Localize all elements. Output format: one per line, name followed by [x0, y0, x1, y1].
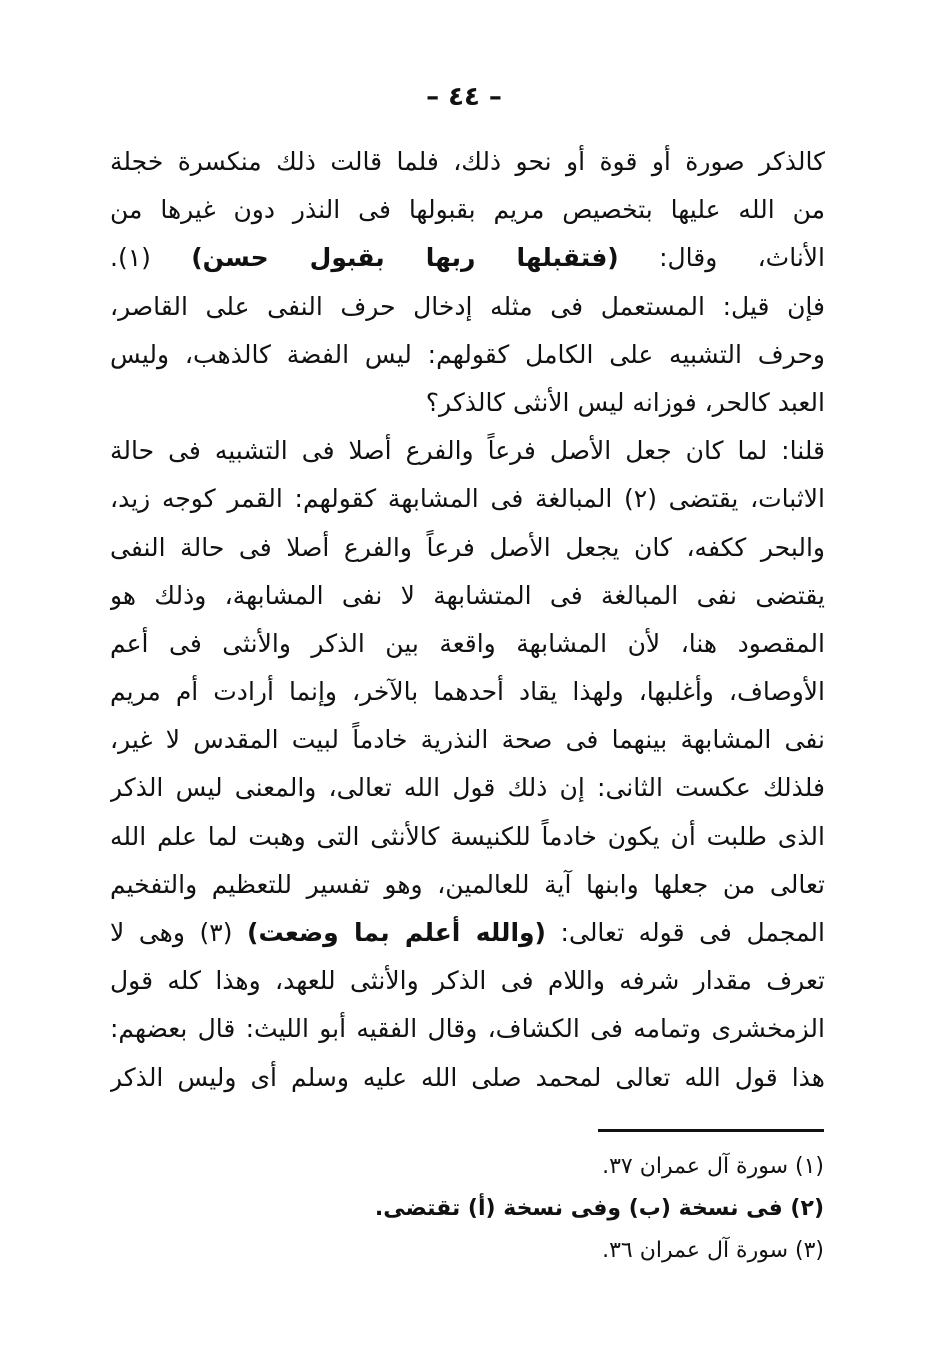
main-text	[110, 138, 825, 1102]
text-line-15: الذى طلبت أن يكون خادماً للكنيسة كالأنثى التى وهبت لما علم الله	[110, 821, 825, 851]
footnote-divider	[598, 1129, 824, 1132]
footnotes	[204, 1146, 824, 1272]
text-line-20: هذا قول الله تعالى لمحمد صلى الله عليه وسلم أى وليس الذكر	[110, 1062, 825, 1092]
text-line-3-pre: الأناث، وقال:	[618, 243, 825, 273]
quran-quote-1: (فتقبلها ربها بقبول حسن)	[191, 243, 619, 273]
quran-quote-2: (والله أعلم بما وضعت)	[247, 918, 546, 947]
text-line-4: فإن قيل: المستعمل فى مثله إدخال حرف النفى على القاصر،	[110, 291, 825, 321]
text-line-16: تعالى من جعلها وابنها آية للعالمين، وهو تفسير للتعظيم والتفخيم	[110, 869, 825, 899]
text-line-17-pre: المجمل فى قوله تعالى:	[545, 918, 825, 947]
text-line-11: المقصود هنا، لأن المشابهة واقعة بين الذكر والأنثى فى أعم	[110, 628, 825, 658]
text-line-5: وحرف التشبيه على الكامل كقولهم: ليس الفضة كالذهب، وليس	[110, 339, 825, 369]
text-line-6: العبد كالحر، فوزانه ليس الأنثى كالذكر؟	[425, 387, 825, 417]
text-line-1: كالذكر صورة أو قوة أو نحو ذلك، فلما قالت ذلك منكسرة خجلة	[110, 147, 825, 176]
text-line-17	[110, 909, 825, 957]
text-line-3-post: (١).	[110, 243, 192, 273]
text-line-14: فلذلك عكست الثانى: إن ذلك قول الله تعالى، والمعنى ليس الذكر	[110, 773, 825, 803]
footnote-1: (١) سورة آل عمران ٣٧.	[602, 1154, 824, 1179]
text-line-9: والبحر ككفه، كان يجعل الأصل فرعاً والفرع أصلا فى حالة النفى	[110, 532, 825, 562]
footnote-3: (٣) سورة آل عمران ٣٦.	[602, 1238, 824, 1263]
text-line-17-post: (٣) وهى لا	[110, 918, 248, 947]
text-line-12: الأوصاف، وأغلبها، ولهذا يقاد أحدهما بالآخر، وإنما أرادت أم مريم	[110, 677, 825, 707]
text-line-2: من الله عليها بتخصيص مريم بقبولها فى النذر دون غيرها من	[110, 195, 825, 225]
text-line-3	[110, 234, 825, 282]
footnote-2: (٢) فى نسخة (ب) وفى نسخة (أ) تقتضى.	[374, 1196, 824, 1221]
text-line-19: الزمخشرى وتمامه فى الكشاف، وقال الفقيه أبو الليث: قال بعضهم:	[110, 1014, 825, 1044]
page-number: – ٤٤ –	[426, 82, 502, 112]
text-line-8: الاثبات، يقتضى (٢) المبالغة فى المشابهة كقولهم: القمر كوجه زيد،	[110, 484, 825, 514]
text-line-10: يقتضى نفى المبالغة فى المتشابهة لا نفى المشابهة، وذلك هو	[110, 580, 825, 610]
text-line-18: تعرف مقدار شرفه واللام فى الذكر والأنثى للعهد، وهذا كله قول	[110, 966, 825, 996]
text-line-13: نفى المشابهة بينهما فى صحة النذرية خادماً لبيت المقدس لا غير،	[110, 725, 825, 755]
text-line-7: قلنا: لما كان جعل الأصل فرعاً والفرع أصلا فى التشبيه فى حالة	[110, 436, 825, 466]
